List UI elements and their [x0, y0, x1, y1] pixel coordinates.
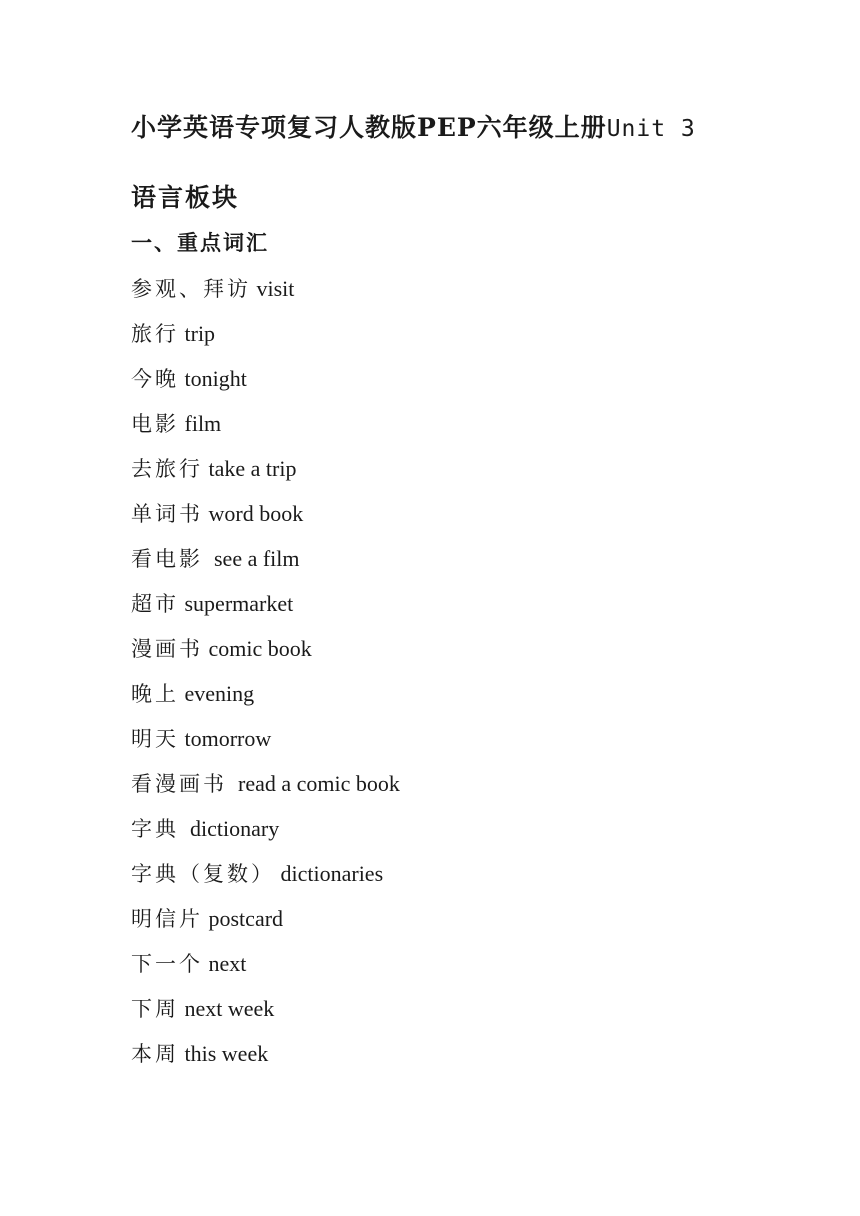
vocab-english: this week	[184, 1041, 269, 1066]
vocab-item	[131, 767, 400, 812]
vocab-item	[131, 677, 400, 722]
title-pep: PEP	[417, 113, 477, 142]
vocab-english: dictionaries	[280, 861, 384, 886]
vocab-english: next	[208, 951, 247, 976]
title-chinese: 小学英语专项复习人教版	[131, 113, 418, 142]
vocab-chinese: 漫画书	[131, 637, 203, 661]
subsection-title: 一、重点词汇	[131, 230, 269, 255]
vocab-item	[131, 812, 400, 857]
vocab-chinese: 今晚	[131, 367, 179, 391]
vocab-english: tomorrow	[184, 726, 272, 751]
vocab-english: read a comic book	[238, 771, 400, 796]
vocab-chinese: 字典（复数）	[131, 862, 275, 886]
vocab-chinese: 下周	[131, 997, 179, 1021]
title-unit: Unit 3	[606, 116, 696, 142]
vocab-english: postcard	[208, 906, 284, 931]
vocab-english: see a film	[214, 546, 300, 571]
vocab-english: next week	[184, 996, 275, 1021]
vocab-item	[131, 632, 400, 677]
vocab-chinese: 参观、拜访	[131, 277, 251, 301]
vocab-english: comic book	[208, 636, 312, 661]
vocab-item	[131, 542, 400, 587]
vocab-item	[131, 272, 400, 317]
vocab-item	[131, 947, 400, 992]
vocab-english: evening	[184, 681, 255, 706]
vocabulary-list	[131, 272, 400, 1082]
vocab-item	[131, 407, 400, 452]
vocab-english: trip	[184, 321, 216, 346]
vocab-item	[131, 902, 400, 947]
vocab-item	[131, 722, 400, 767]
vocab-chinese: 明信片	[131, 907, 203, 931]
vocab-english: take a trip	[208, 456, 297, 481]
vocab-chinese: 看电影	[131, 547, 203, 571]
vocab-separator	[179, 816, 190, 841]
vocab-english: word book	[208, 501, 304, 526]
vocab-item	[131, 587, 400, 632]
vocab-item	[131, 362, 400, 407]
vocab-english: film	[184, 411, 222, 436]
vocab-item	[131, 497, 400, 542]
vocab-item	[131, 857, 400, 902]
vocab-english: supermarket	[184, 591, 294, 616]
vocab-chinese: 下一个	[131, 952, 203, 976]
vocab-item	[131, 992, 400, 1037]
vocab-item	[131, 452, 400, 497]
vocab-separator	[203, 546, 214, 571]
vocab-chinese: 字典	[131, 817, 179, 841]
vocab-chinese: 旅行	[131, 322, 179, 346]
vocab-english: dictionary	[190, 816, 280, 841]
vocab-english: tonight	[184, 366, 247, 391]
vocab-separator	[227, 771, 238, 796]
vocab-chinese: 超市	[131, 592, 179, 616]
vocab-chinese: 本周	[131, 1042, 179, 1066]
vocab-english: visit	[256, 276, 295, 301]
vocab-chinese: 电影	[131, 412, 179, 436]
vocab-chinese: 晚上	[131, 682, 179, 706]
vocab-item	[131, 317, 400, 362]
vocab-chinese: 去旅行	[131, 457, 203, 481]
document-title	[131, 110, 696, 147]
title-grade: 六年级上册	[476, 113, 607, 142]
section-title: 语言板块	[131, 183, 240, 212]
vocab-chinese: 明天	[131, 727, 179, 751]
vocab-chinese: 单词书	[131, 502, 203, 526]
vocab-chinese: 看漫画书	[131, 772, 227, 796]
vocab-item	[131, 1037, 400, 1082]
